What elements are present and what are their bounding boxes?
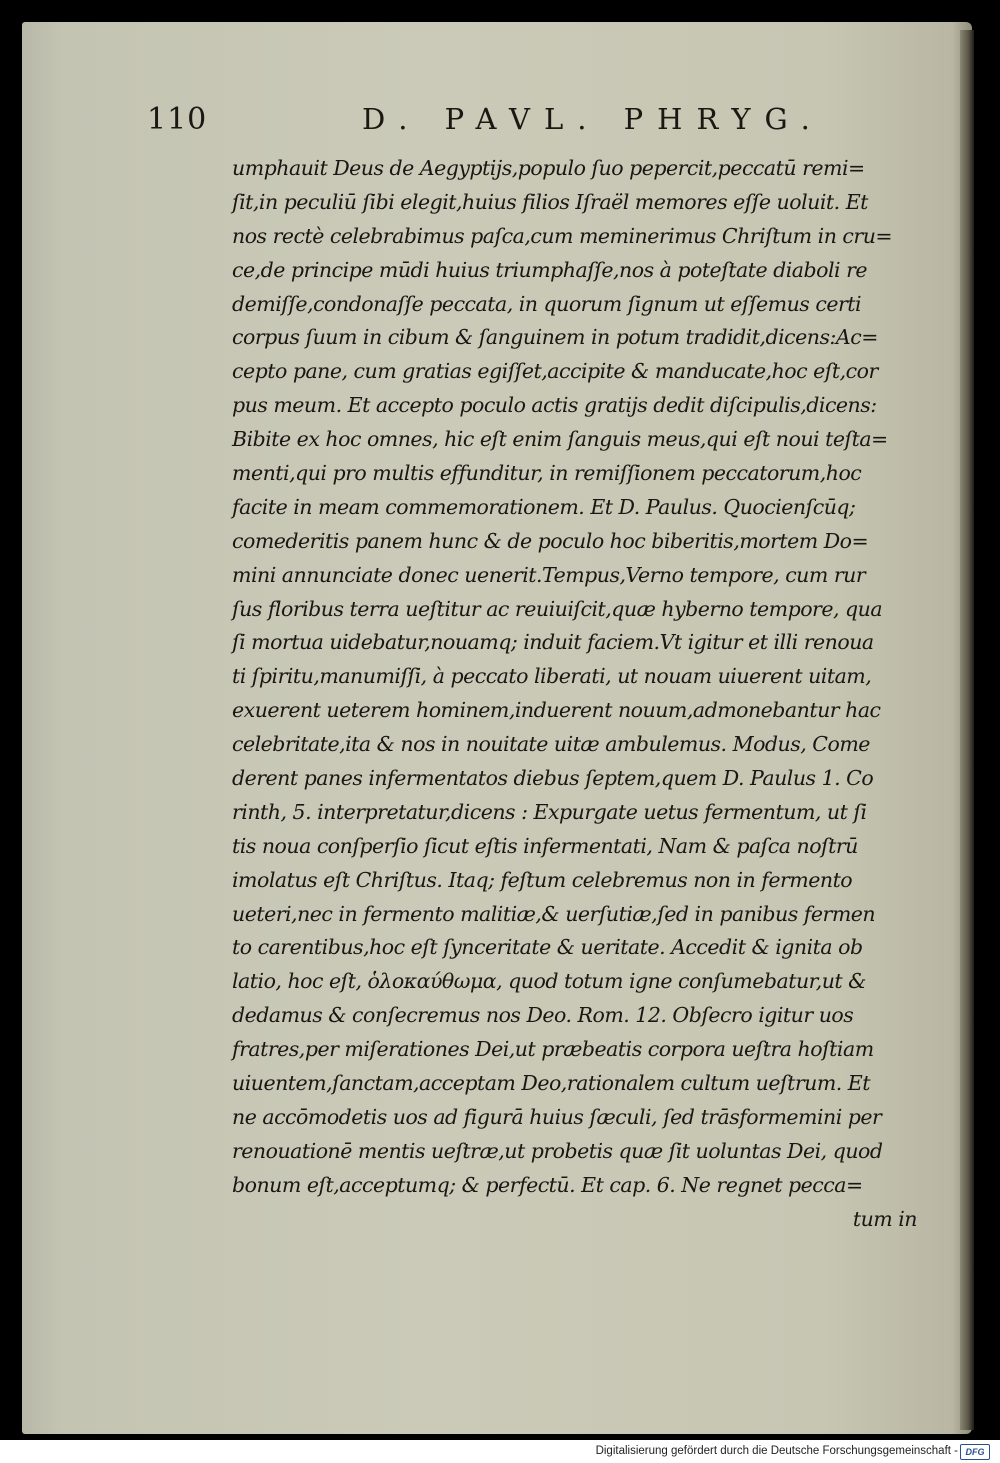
text-line: exuerent ueterem hominem,induerent nouum,admonebantur hac bbox=[232, 698, 881, 723]
text-line: nos rectè celebrabimus paſca,cum meminerimus Chriſtum in cru= bbox=[232, 223, 893, 248]
text-line: ne accōmodetis uos ad figurā huius ſæculi, ſed trāsformemini per bbox=[232, 1104, 882, 1129]
text-line: to carentibus,hoc eſt ſynceritate & ueritate. Accedit & ignita ob bbox=[232, 935, 863, 960]
text-line: ce,de principe mūdi huius triumphaſſe,nos à poteſtate diaboli re bbox=[232, 257, 868, 282]
page-edge-shadow bbox=[960, 30, 974, 1430]
dfg-logo: DFG bbox=[960, 1444, 990, 1460]
text-line: uiuentem,ſanctam,acceptam Deo,rationalem cultum ueſtrum. Et bbox=[232, 1071, 871, 1096]
running-title: D. PAVL. PHRYG. bbox=[362, 102, 824, 136]
text-line: derent panes infermentatos diebus ſeptem,quem D. Paulus 1. Co bbox=[232, 766, 874, 791]
text-line: ti ſpiritu,manumiſſi, à peccato liberati, ut nouam uiuerent uitam, bbox=[232, 664, 872, 689]
text-line: tum in bbox=[852, 1206, 917, 1231]
text-line: fratres,per miſerationes Dei,ut præbeatis corpora ueſtra hoſtiam bbox=[232, 1037, 874, 1062]
body-text bbox=[232, 152, 917, 1237]
text-line: ſit,in peculiū ſibi elegit,huius filios Iſraël memores eſſe uoluit. Et bbox=[232, 189, 868, 214]
text-line: cepto pane, cum gratias egiſſet,accipite & manducate,hoc eſt,cor bbox=[232, 359, 878, 384]
text-line: rinth, 5. interpretatur,dicens : Expurgate uetus fermentum, ut ſi bbox=[232, 799, 867, 824]
text-line: ueteri,nec in fermento malitiæ,& uerſutiæ,ſed in panibus fermen bbox=[232, 901, 876, 926]
text-line: dedamus & conſecremus nos Deo. Rom. 12. Obſecro igitur uos bbox=[232, 1003, 854, 1028]
text-line: facite in meam commemorationem. Et D. Paulus. Quocienſcūq; bbox=[232, 494, 856, 519]
funding-credit: Digitalisierung gefördert durch die Deutsche Forschungsgemeinschaft - bbox=[595, 1445, 958, 1457]
text-line: celebritate,ita & nos in nouitate uitæ ambulemus. Modus, Come bbox=[232, 732, 870, 757]
footer-bar bbox=[0, 1440, 1000, 1463]
text-line: renouationē mentis ueſtræ,ut probetis quæ ſit uoluntas Dei, quod bbox=[232, 1138, 883, 1163]
text-line: imolatus eſt Chriſtus. Itaq; feſtum celebremus non in fermento bbox=[232, 867, 853, 892]
text-line: umphauit Deus de Aegyptijs,populo ſuo pepercit,peccatū remi= bbox=[232, 156, 865, 180]
text-line: pus meum. Et accepto poculo actis gratijs dedit diſcipulis,dicens: bbox=[232, 393, 877, 418]
text-line: corpus ſuum in cibum & ſanguinem in potum tradidit,dicens:Ac= bbox=[232, 325, 878, 350]
text-line: tis noua conſperſio ſicut eſtis infermentati, Nam & paſca noſtrū bbox=[232, 833, 858, 858]
text-line: latio, hoc eſt, ὁλοκαύθωμα, quod totum igne conſumebatur,ut & bbox=[232, 969, 866, 994]
text-line: ſus floribus terra ueſtitur ac reuiuiſcit,quæ hyberno tempore, qua bbox=[232, 596, 883, 621]
running-head bbox=[147, 100, 824, 150]
text-line: ſi mortua uidebatur,nouamq; induit faciem.Vt igitur et illi renoua bbox=[232, 630, 874, 655]
text-line: menti,qui pro multis effunditur, in remiſſionem peccatorum,hoc bbox=[232, 461, 862, 486]
text-line: demiſſe,condonaſſe peccata, in quorum ſignum ut eſſemus certi bbox=[232, 291, 862, 316]
text-line: comederitis panem hunc & de poculo hoc biberitis,mortem Do= bbox=[232, 528, 869, 553]
text-line: mini annunciate donec uenerit.Tempus,Verno tempore, cum rur bbox=[232, 562, 866, 587]
page-number: 110 bbox=[147, 102, 208, 137]
text-line: bonum eſt,acceptumq; & perfectū. Et cap. 6. Ne regnet pecca= bbox=[232, 1172, 863, 1197]
text-line: Bibite ex hoc omnes, hic eſt enim ſanguis meus,qui eſt noui teſta= bbox=[232, 427, 888, 452]
